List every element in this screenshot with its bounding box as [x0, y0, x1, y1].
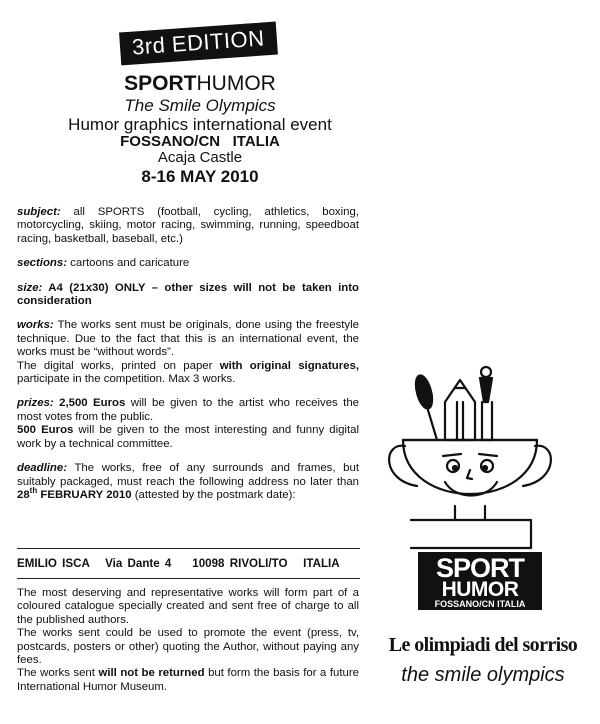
size-paragraph: size: A4 (21x30) ONLY – other sizes will not be taken into consideration — [17, 281, 359, 308]
return-paragraph: The works sent will not be returned but form the basis for a future International Humor Museum. — [17, 667, 359, 693]
pen-body-icon — [482, 402, 492, 440]
catalogue-paragraph: The most deserving and representative works will form part of a coloured catalogue specially created and sent free of charge to all the published authors. — [17, 587, 359, 626]
trophy-cup-icon — [403, 440, 537, 494]
divider-top — [17, 548, 360, 549]
event-description: Humor graphics international event — [68, 114, 332, 134]
sections-paragraph: sections: cartoons and caricature — [17, 257, 190, 270]
edition-badge: 3rd EDITION — [119, 22, 278, 66]
sport-humor-logo — [418, 552, 542, 610]
trophy-stem-icon — [455, 506, 485, 520]
face-nose-icon — [467, 470, 472, 479]
paintbrush-tip-icon — [413, 374, 435, 410]
event-header — [40, 72, 360, 186]
closing-text — [17, 587, 359, 694]
logo-city: FOSSANO/CN ITALIA — [434, 599, 526, 609]
event-place: Acaja Castle — [157, 149, 243, 167]
mailing-address: EMILIO ISCA Via Dante 4 10098 RIVOLI/TO ITALIA — [17, 557, 340, 570]
divider-bottom — [17, 578, 360, 579]
smile-olympics-slogan: the smile olympics — [401, 664, 565, 686]
trophy-logo-illustration — [375, 362, 585, 552]
rules-text — [17, 206, 359, 513]
event-city: FOSSANO/CN ITALIA — [120, 132, 280, 150]
logo-sport: SPORT — [435, 553, 524, 583]
olimpiadi-slogan: Le olimpiadi del sorriso — [388, 634, 578, 656]
event-dates: 8-16 MAY 2010 — [141, 167, 259, 187]
logo-humor: HUMOR — [441, 578, 519, 601]
prizes-paragraph: prizes: 2,500 Euros will be given to the artist who receives the most votes from the public. 500 Euros will be given to the most interesting and funny digital work by a technical committee. — [17, 397, 359, 450]
paintbrush-handle-icon — [428, 410, 437, 440]
pen-nib-icon — [481, 367, 491, 377]
event-subtitle: The Smile Olympics — [124, 95, 276, 115]
trophy-right-handle-icon — [523, 446, 551, 486]
subject-paragraph: subject: all SPORTS (football, cycling, athletics, boxing, motorcycling, skiing, motor racing, swimming, running, speedboat racing, basketball, baseball, etc.) — [17, 206, 359, 245]
event-title: SPORTHUMOR — [124, 72, 276, 95]
deadline-paragraph: deadline: The works, free of any surrounds and frames, but suitably packaged, must reach the following address no later than 28th FEBRUARY 2010 (attested by the postmark date): — [17, 462, 359, 501]
promotion-paragraph: The works sent could be used to promote the event (press, tv, postcards, posters or other) quoting the Author, without paying any fees. — [17, 627, 359, 667]
trophy-left-handle-icon — [389, 446, 417, 486]
works-paragraph: works: The works sent must be originals, done using the freestyle technique. Due to the fact that this is an international event, the works must be “without words”. The digital works, printed on paper with original signatures, participate in the competition. Max 3 works. — [17, 319, 359, 386]
